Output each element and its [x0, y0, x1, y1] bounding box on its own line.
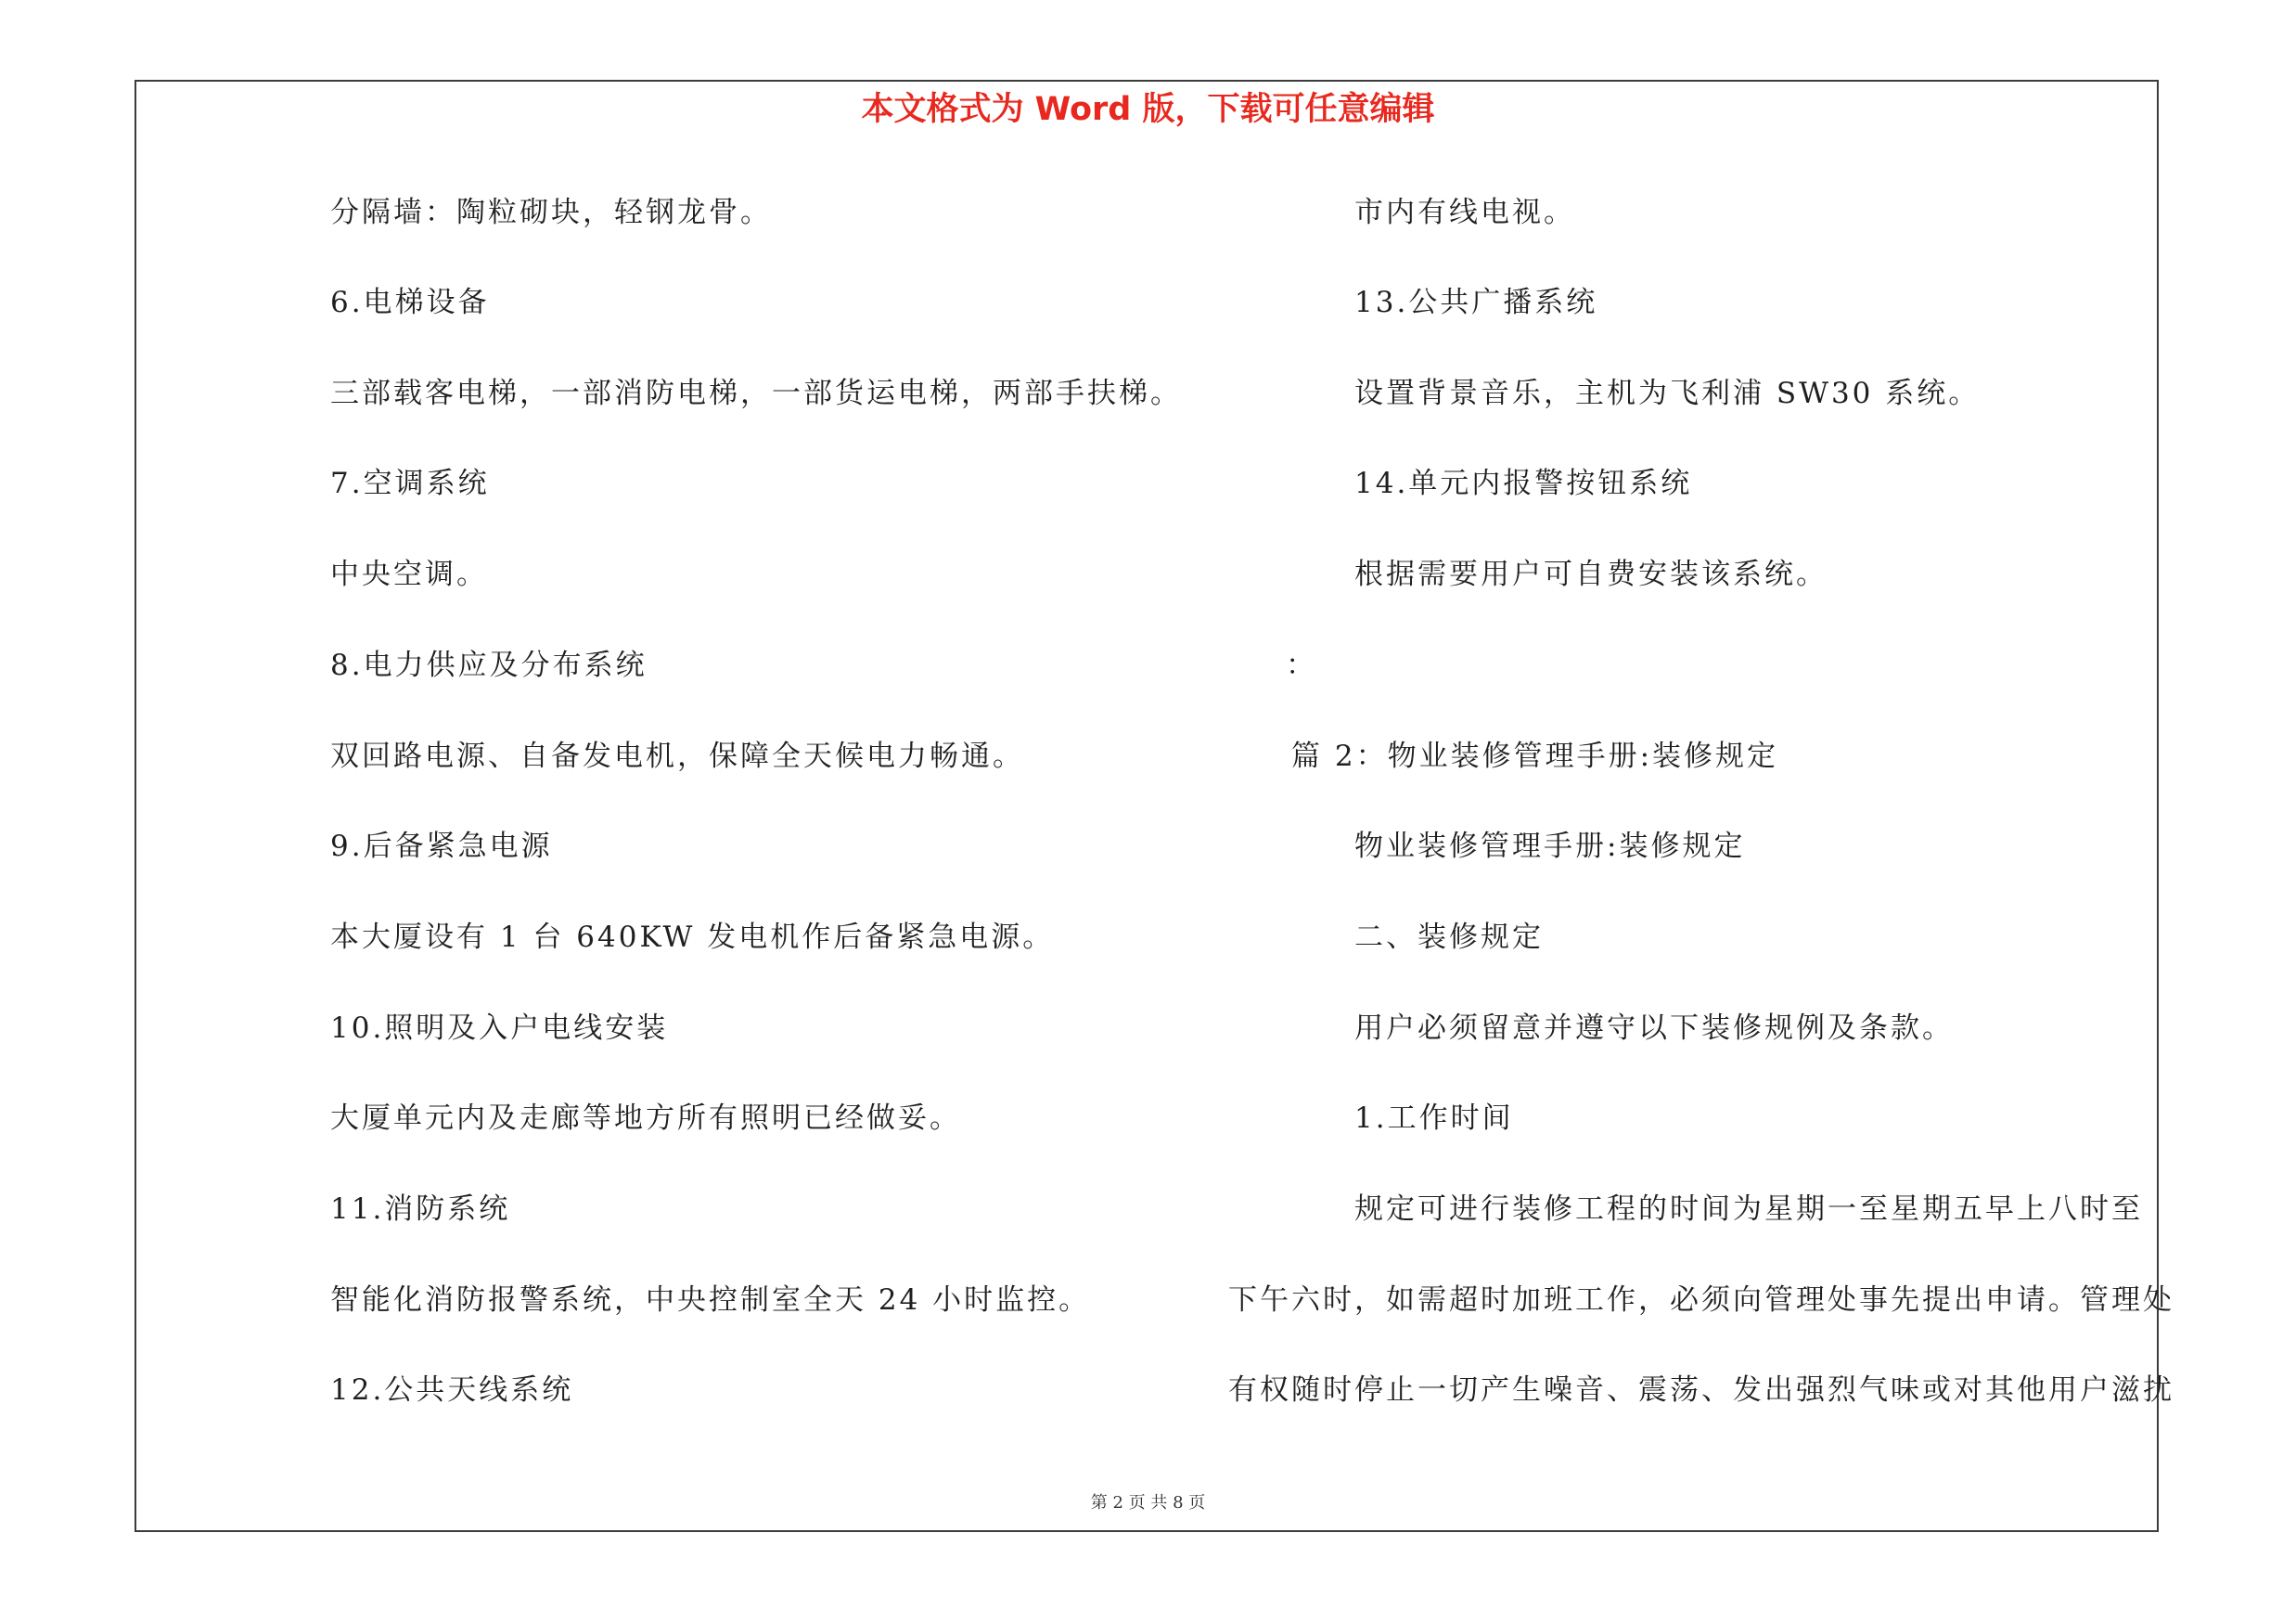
right-line-11: 1.工作时间: [1354, 1101, 1514, 1135]
left-line-13: 智能化消防报警系统，中央控制室全天 24 小时监控。: [330, 1283, 1091, 1317]
right-line-4: 14.单元内报警按钮系统: [1354, 467, 1693, 500]
left-line-9: 本大厦设有 1 台 640KW 发电机作后备紧急电源。: [330, 921, 1055, 954]
right-line-7: 篇 2：物业装修管理手册:装修规定: [1291, 740, 1779, 773]
page-number-footer: 第 2 页 共 8 页: [1090, 1493, 1206, 1513]
right-line-5: 根据需要用户可自费安装该系统。: [1354, 558, 1828, 591]
left-line-11: 大厦单元内及走廊等地方所有照明已经做妥。: [330, 1101, 961, 1135]
right-line-1: 市内有线电视。: [1354, 196, 1575, 229]
right-line-2: 13.公共广播系统: [1354, 286, 1598, 319]
right-line-3: 设置背景音乐，主机为飞利浦 SW30 系统。: [1354, 377, 1981, 410]
left-line-10: 10.照明及入户电线安装: [330, 1011, 669, 1045]
left-line-14: 12.公共天线系统: [330, 1373, 574, 1407]
right-line-10: 用户必须留意并遵守以下装修规例及条款。: [1354, 1011, 1954, 1045]
left-line-8: 9.后备紧急电源: [330, 830, 553, 863]
left-line-3: 三部载客电梯，一部消防电梯，一部货运电梯，两部手扶梯。: [330, 377, 1182, 410]
left-line-4: 7.空调系统: [330, 467, 490, 500]
right-line-12: 规定可进行装修工程的时间为星期一至星期五早上八时至: [1354, 1192, 2143, 1226]
left-line-2: 6.电梯设备: [330, 286, 490, 319]
right-line-13: 下午六时，如需超时加班工作，必须向管理处事先提出申请。管理处: [1228, 1283, 2174, 1317]
right-line-6: ：: [1286, 649, 1317, 682]
right-line-14: 有权随时停止一切产生噪音、震荡、发出强烈气味或对其他用户滋扰: [1228, 1373, 2174, 1407]
right-line-8: 物业装修管理手册:装修规定: [1354, 830, 1746, 863]
format-banner: 本文格式为 Word 版，下载可任意编辑: [861, 91, 1435, 128]
left-line-7: 双回路电源、自备发电机，保障全天候电力畅通。: [330, 740, 1024, 773]
left-line-12: 11.消防系统: [330, 1192, 511, 1226]
left-line-5: 中央空调。: [330, 558, 488, 591]
right-line-9: 二、装修规定: [1354, 921, 1544, 954]
left-line-1: 分隔墙：陶粒砌块，轻钢龙骨。: [330, 196, 772, 229]
left-line-6: 8.电力供应及分布系统: [330, 649, 648, 682]
